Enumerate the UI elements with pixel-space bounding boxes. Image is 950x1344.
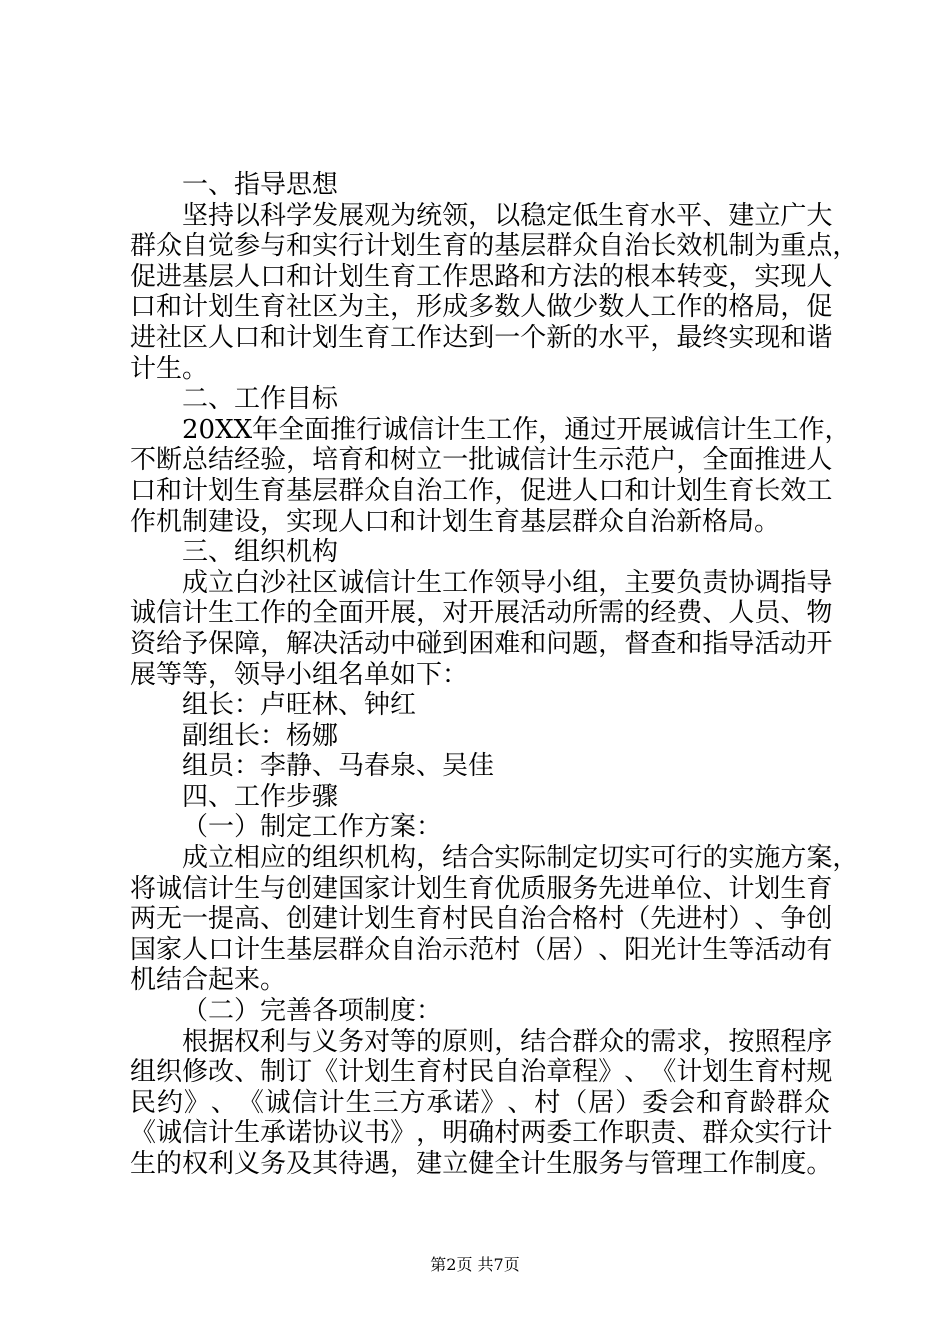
page-footer: 第2页 共7页: [430, 1255, 520, 1274]
text-line: 四、工作步骤: [182, 781, 339, 812]
text-line: 组 织 修 改 、 制 订 《 计 划 生 育 村 民 自 治 章 程 》 、 《 计 划 生 育 村 规: [130, 1057, 833, 1088]
text-line: 展等等，领导小组名单如下：: [130, 659, 469, 690]
text-line: 促 进 基 层 人 口 和 计 划 生 育 工 作 思 路 和 方 法 的 根 本 转 变 ， 实 现 人: [130, 261, 833, 292]
text-line: 诚 信 计 生 工 作 的 全 面 开 展 ， 对 开 展 活 动 所 需 的 经 费 、 人 员 、 物: [130, 598, 833, 629]
text-line: 口 和 计 划 生 育 社 区 为 主 ， 形 成 多 数 人 做 少 数 人 工 作 的 格 局 ， 促: [130, 292, 833, 323]
text-line: 组长：卢旺林、钟红: [182, 690, 417, 721]
text-line: 成 立 白 沙 社 区 诚 信 计 生 工 作 领 导 小 组 ， 主 要 负 责 协 调 指 导: [182, 567, 833, 598]
text-line: 作机制建设，实现人口和计划生育基层群众自治新格局。: [130, 506, 781, 537]
text-line: 副组长：杨娜: [182, 720, 339, 751]
text-line: 《 诚 信 计 生 承 诺 协 议 书 》 ， 明 确 村 两 委 工 作 职 责 、 群 众 实 行 计: [130, 1118, 833, 1149]
text-line: 机结合起来。: [130, 965, 287, 996]
text-line: 民 约 》 、 《 诚 信 计 生 三 方 承 诺 》 、 村 （ 居 ） 委 会 和 育 龄 群 众: [130, 1087, 830, 1118]
text-line: 口 和 计 划 生 育 基 层 群 众 自 治 工 作 ， 促 进 人 口 和 计 划 生 育 长 效 工: [130, 475, 833, 506]
text-line: 坚 持 以 科 学 发 展 观 为 统 领 ， 以 稳 定 低 生 育 水 平 、 建 立 广 大: [182, 200, 833, 231]
text-line: 将 诚 信 计 生 与 创 建 国 家 计 划 生 育 优 质 服 务 先 进 单 位 、 计 划 生 育: [130, 873, 833, 904]
text-line: 三、组织机构: [182, 537, 339, 568]
text-line: 根 据 权 利 与 义 务 对 等 的 原 则 ， 结 合 群 众 的 需 求 ， 按 照 程 序: [182, 1026, 833, 1057]
text-line: 二、工作目标: [182, 384, 339, 415]
text-line: 成 立 相 应 的 组 织 机 构 ， 结 合 实 际 制 定 切 实 可 行 的 实 施 方 案 ，: [182, 843, 859, 874]
text-line: 资 给 予 保 障 ， 解 决 活 动 中 碰 到 困 难 和 问 题 ， 督 查 和 指 导 活 动 开: [130, 628, 833, 659]
text-line: 不 断 总 结 经 验 ， 培 育 和 树 立 一 批 诚 信 计 生 示 范 户 ， 全 面 推 进 人: [130, 445, 833, 476]
text-line: （一）制定工作方案：: [182, 812, 443, 843]
text-line: 组员：李静、马春泉、吴佳: [182, 751, 495, 782]
text-line: 国 家 人 口 计 生 基 层 群 众 自 治 示 范 村 （ 居 ） 、 阳 光 计 生 等 活 动 有: [130, 934, 833, 965]
text-line: 两 无 一 提 高 、 创 建 计 划 生 育 村 民 自 治 合 格 村 （ 先 进 村 ） 、 争 创: [130, 904, 833, 935]
text-line: （二）完善各项制度：: [182, 996, 443, 1027]
document-body: [130, 170, 859, 1180]
text-line: 20XX 年 全 面 推 行 诚 信 计 生 工 作 ， 通 过 开 展 诚 信 计 生 工 作 ，: [182, 414, 851, 445]
text-line: 群 众 自 觉 参 与 和 实 行 计 划 生 育 的 基 层 群 众 自 治 长 效 机 制 为 重 点 ，: [130, 231, 859, 262]
text-line: 生 的 权 利 义 务 及 其 待 遇 ， 建 立 健 全 计 生 服 务 与 管 理 工 作 制 度 。: [130, 1149, 833, 1179]
text-line: 一、指导思想: [182, 170, 339, 200]
text-line: 计生。: [130, 353, 209, 384]
text-line: 进 社 区 人 口 和 计 划 生 育 工 作 达 到 一 个 新 的 水 平 ， 最 终 实 现 和 谐: [130, 322, 833, 353]
